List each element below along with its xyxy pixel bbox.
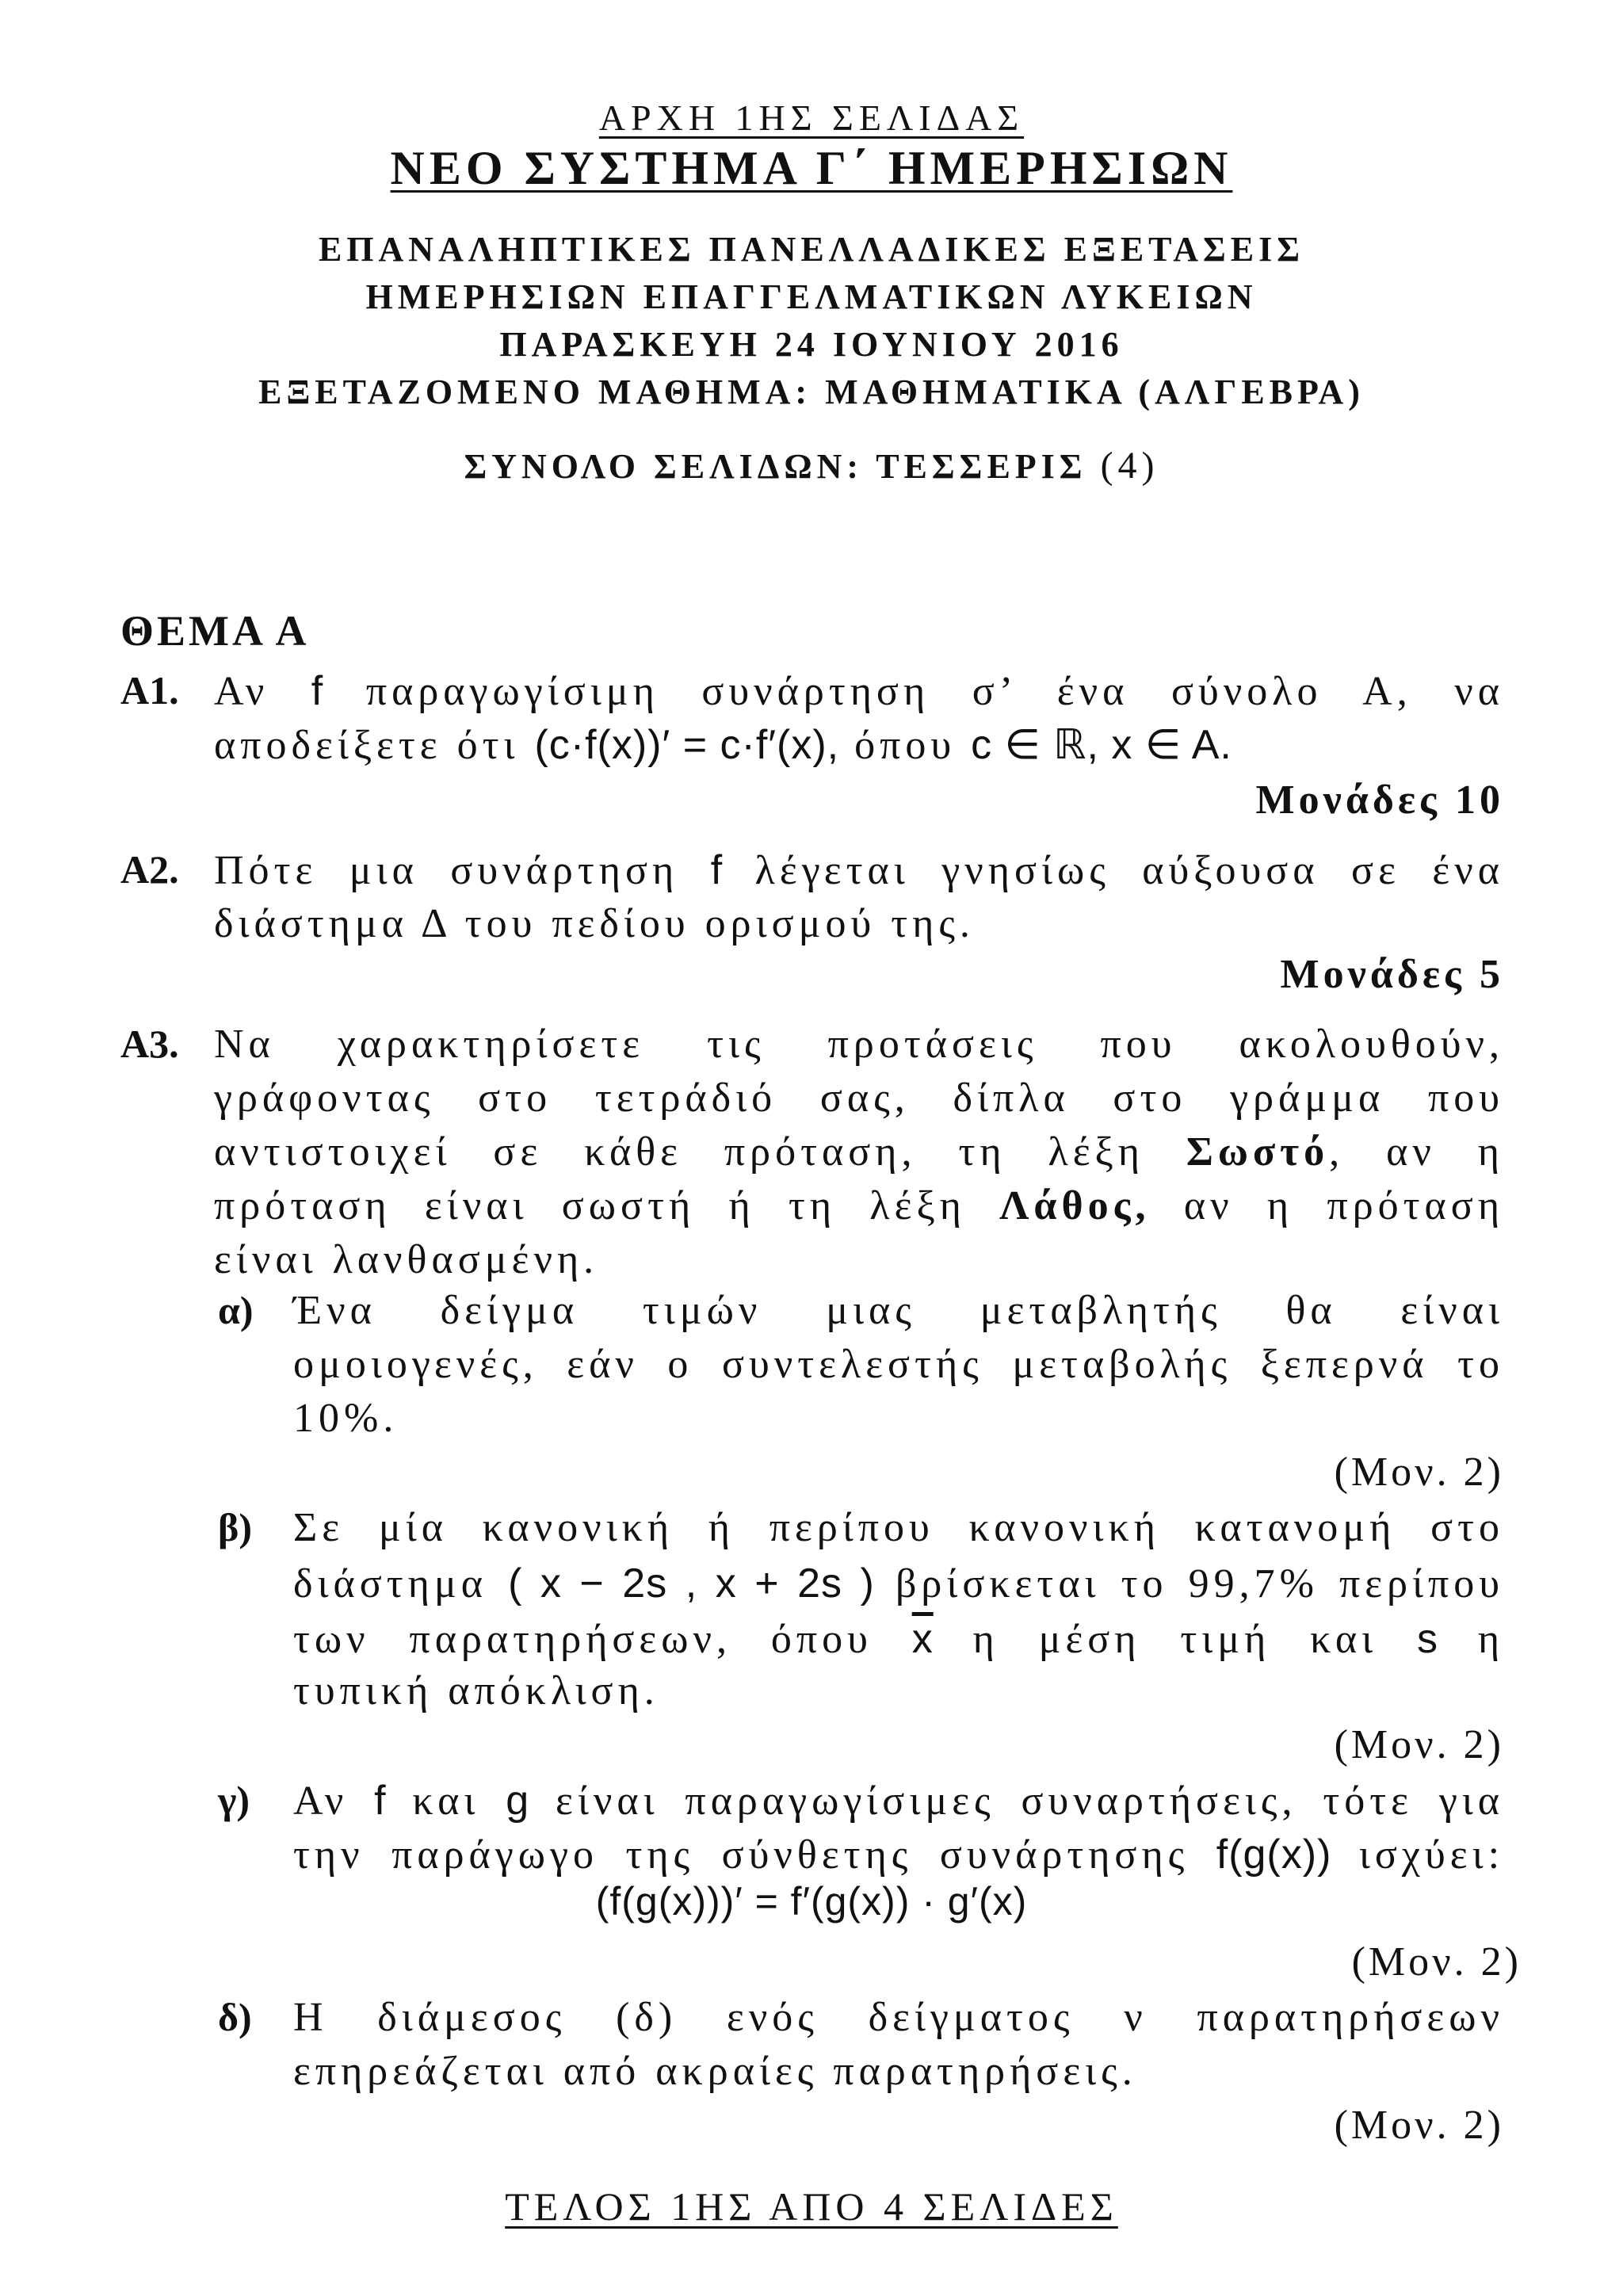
exam-subject: ΕΞΕΤΑΖΟΜΕΝΟ ΜΑΘΗΜΑ: ΜΑΘΗΜΑΤΙΚΑ (ΑΛΓΕΒΡΑ)	[258, 372, 1365, 411]
f-symbol: f	[710, 847, 724, 893]
question-a2-label: Α2.	[120, 847, 179, 892]
question-a3-line-1: Να χαρακτηρίσετε τις προτάσεις που ακολουθούν,	[214, 1022, 1504, 1067]
item-alpha-line-3: 10%.	[293, 1396, 399, 1441]
item-alpha-label: α)	[218, 1288, 254, 1332]
x-bar-symbol: $\overline{x}$	[911, 1616, 934, 1662]
item-gamma-label: γ)	[218, 1778, 250, 1822]
page-end-label: ΤΕΛΟΣ 1ΗΣ ΑΠΟ 4 ΣΕΛΙΔΕΣ	[505, 2184, 1118, 2229]
question-a3-line-5: είναι λανθασμένη.	[214, 1237, 599, 1282]
item-beta-line-4: τυπική απόκλιση.	[293, 1668, 659, 1713]
word-wrong: Λάθος,	[999, 1183, 1151, 1228]
total-pages-label: ΣΥΝΟΛΟ ΣΕΛΙΔΩΝ: ΤΕΣΣΕΡΙΣ	[464, 447, 1087, 486]
item-alpha-line-1: Ένα δείγμα τιμών μιας μεταβλητής θα είναι	[293, 1288, 1504, 1333]
exam-title-line-1: ΕΠΑΝΑΛΗΠΤΙΚΕΣ ΠΑΝΕΛΛΑΔΙΚΕΣ ΕΞΕΤΑΣΕΙΣ	[318, 230, 1305, 269]
question-a1-line-2: αποδείξετε ότι (c·f(x))′ = c·f′(x), όπου c ∈ ℝ, x ∈ A.	[214, 722, 1232, 768]
question-a2-line-1: Πότε μια συνάρτηση f λέγεται γνησίως αύξουσα σε ένα	[214, 847, 1504, 893]
item-gamma-marks: (Μον. 2)	[1351, 1939, 1522, 1985]
domain-condition: c ∈ ℝ, x ∈ A.	[971, 722, 1232, 768]
total-pages	[0, 444, 1623, 487]
derivative-formula: (c·f(x))′ = c·f′(x),	[534, 722, 840, 768]
item-beta-label: β)	[218, 1505, 252, 1549]
question-a1-label: Α1.	[120, 668, 179, 712]
chain-rule-formula: (f(g(x)))′ = f′(g(x)) · g′(x)	[595, 1879, 1028, 1924]
question-a3-line-3: αντιστοιχεί σε κάθε πρόταση, τη λέξη Σωστό, αν η	[214, 1129, 1504, 1175]
question-a3-line-2: γράφοντας στο τετράδιό σας, δίπλα στο γράμμα που	[214, 1075, 1504, 1121]
item-alpha-marks: (Μον. 2)	[1334, 1450, 1504, 1495]
a2-marks: Μονάδες 5	[1280, 952, 1504, 997]
item-gamma-line-1: Αν f και g είναι παραγωγίσιμες συναρτήσεις, τότε για	[293, 1778, 1505, 1824]
item-beta-line-2: διάστημα ( x − 2s , x + 2s ) βρίσκεται το 99,7% περίπου	[293, 1561, 1505, 1606]
question-a3-line-4: πρόταση είναι σωστή ή τη λέξη Λάθος, αν η πρόταση	[214, 1183, 1505, 1228]
f-symbol: f	[311, 668, 324, 714]
page-start-label: ΑΡΧΗ 1ΗΣ ΣΕΛΙΔΑΣ	[598, 97, 1025, 138]
item-gamma-line-2: την παράγωγο της σύνθετης συνάρτησης f(g(x)) ισχύει:	[293, 1832, 1505, 1878]
a1-marks: Μονάδες 10	[1255, 777, 1504, 823]
interval-formula: ( x − 2s , x + 2s )	[508, 1561, 875, 1606]
f-symbol: f	[374, 1778, 387, 1824]
item-beta-marks: (Μον. 2)	[1334, 1722, 1504, 1767]
word-correct: Σωστό	[1186, 1129, 1330, 1175]
total-pages-count: (4)	[1100, 445, 1159, 487]
item-beta-line-1: Σε μία κανονική ή περίπου κανονική κατανομή στο	[293, 1505, 1504, 1550]
exam-date: ΠΑΡΑΣΚΕΥΗ 24 ΙΟΥΝΙΟΥ 2016	[499, 325, 1124, 364]
s-symbol: s	[1416, 1616, 1438, 1662]
theme-heading: ΘΕΜΑ Α	[120, 607, 310, 655]
exam-title-line-2: ΗΜΕΡΗΣΙΩΝ ΕΠΑΓΓΕΛΜΑΤΙΚΩΝ ΛΥΚΕΙΩΝ	[365, 277, 1258, 316]
question-a1-line-1: Αν f παραγωγίσιμη συνάρτηση σ’ ένα σύνολο Α, να	[214, 668, 1505, 714]
item-delta-label: δ)	[218, 1995, 252, 2039]
question-a3-label: Α3.	[120, 1022, 179, 1066]
composite-function: f(g(x))	[1216, 1832, 1332, 1878]
system-title: ΝΕΟ ΣΥΣΤΗΜΑ Γ΄ ΗΜΕΡΗΣΙΩΝ	[390, 142, 1233, 194]
item-alpha-line-2: ομοιογενές, εάν ο συντελεστής μεταβολής ξεπερνά το	[293, 1342, 1504, 1387]
g-symbol: g	[506, 1778, 530, 1824]
item-beta-line-3: των παρατηρήσεων, όπου $\overline{x}$ η μέση τιμή και s η	[293, 1616, 1505, 1662]
question-a2-line-2: διάστημα Δ του πεδίου ορισμού της.	[214, 901, 975, 946]
item-delta-marks: (Μον. 2)	[1334, 2103, 1504, 2148]
item-delta-line-1: Η διάμεσος (δ) ενός δείγματος ν παρατηρήσεων	[293, 1995, 1504, 2040]
item-delta-line-2: επηρεάζεται από ακραίες παρατηρήσεις.	[293, 2049, 1137, 2094]
